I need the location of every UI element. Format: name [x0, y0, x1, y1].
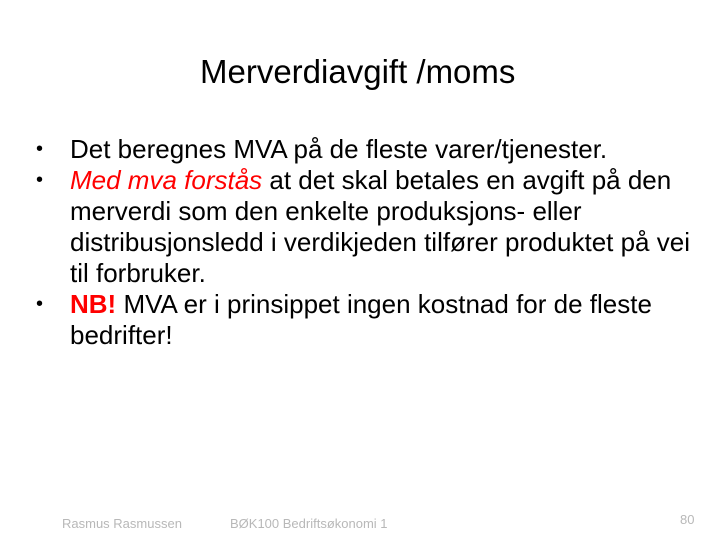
footer-course: BØK100 Bedriftsøkonomi 1	[230, 516, 388, 531]
bullet-marker: •	[36, 138, 44, 160]
bullet-text: MVA er i prinsippet ingen kostnad for de fleste bedrifter!	[70, 289, 652, 350]
bullet-item-mva-cost	[36, 289, 706, 351]
bullet-marker: •	[36, 293, 44, 315]
footer-page-number: 80	[680, 512, 695, 527]
bullet-list	[36, 134, 706, 351]
bullet-text: Det beregnes MVA på de fleste varer/tjenester.	[70, 134, 608, 164]
bullet-item-mva-definition	[36, 165, 706, 289]
slide-title: Merverdiavgift /moms	[200, 53, 516, 90]
bullet-highlight: NB!	[70, 289, 117, 319]
footer-author: Rasmus Rasmussen	[62, 516, 182, 531]
bullet-marker: •	[36, 169, 44, 191]
bullet-highlight: Med mva forstås	[70, 165, 263, 195]
bullet-item-mva-goods	[36, 134, 706, 165]
bullet-text: at det skal betales en avgift på den merverdi som den enkelte produksjons- eller distribusjonsledd i verdikjeden tilfører produktet på vei til forbruker.	[70, 165, 690, 288]
